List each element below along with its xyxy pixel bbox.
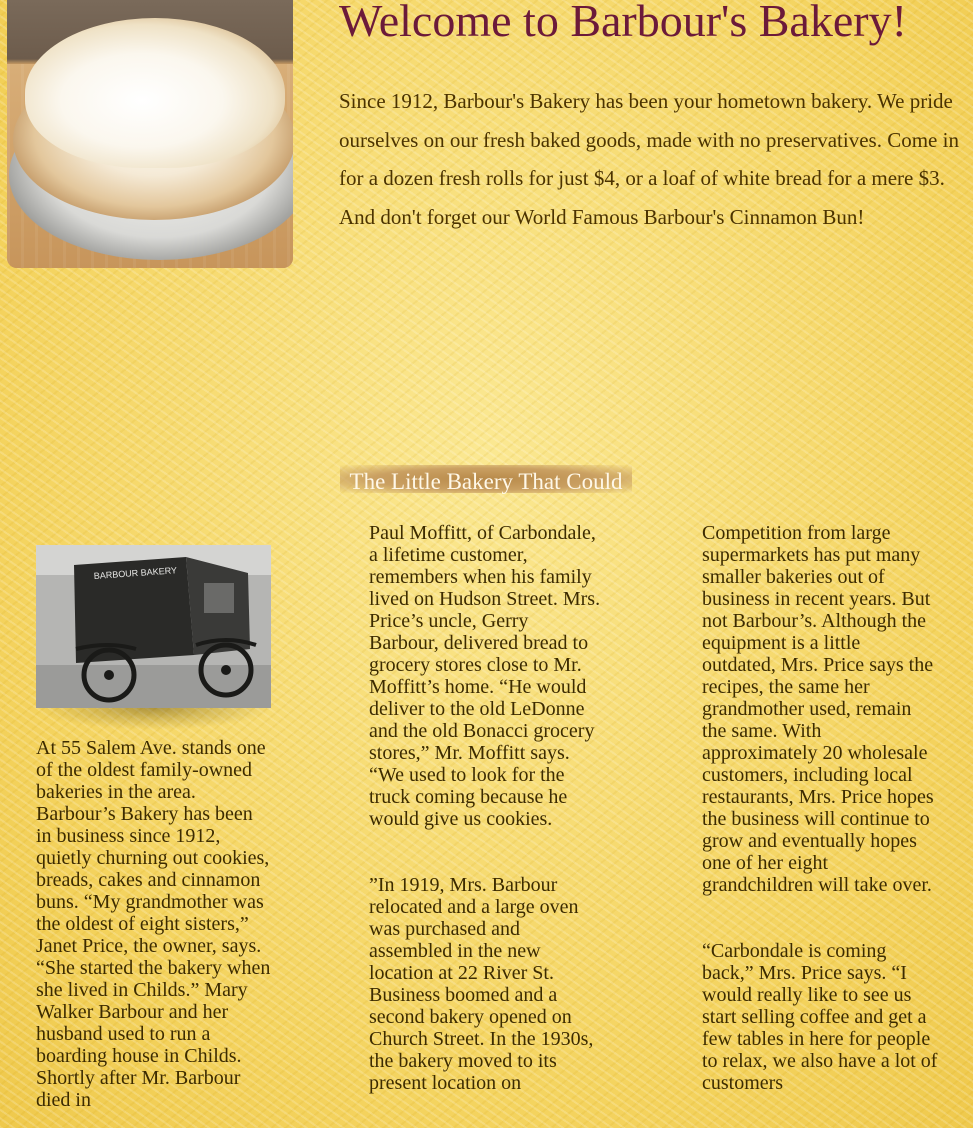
truck-illustration <box>36 545 271 708</box>
page-title: Welcome to Barbour's Bakery! <box>339 0 907 46</box>
middle-paragraph-2: ”In 1919, Mrs. Barbour relocated and a large oven was purchased and assembled in the new location at 22 River St. Business boomed and a second bakery opened on Church Street. In the 1930s, the bakery moved to its present location on <box>369 874 594 1094</box>
truck-window <box>204 583 234 613</box>
truck-image-shadow <box>36 708 271 730</box>
truck-sign: BARBOUR BAKERY <box>93 565 178 581</box>
intro-paragraph: Since 1912, Barbour's Bakery has been your hometown bakery. We pride ourselves on our fresh baked goods, made with no preservatives. Come in for a dozen fresh rolls for just $4, or a loaf of white bread for a mere $3. And don't forget our World Famous Barbour's Cinnamon Bun! <box>339 89 959 229</box>
middle-column <box>369 522 601 1094</box>
right-paragraph-2: “Carbondale is coming back,” Mrs. Price says. “I would really like to see us start selling coffee and get a few tables in here for people to relax, we also have a lot of customers <box>702 940 938 1094</box>
right-paragraph-1: Competition from large supermarkets has put many smaller bakeries out of business in recent years. But not Barbour’s. Although the equipment is a little outdated, Mrs. Price says the recipes, the same her grandmother used, remain the same. With approximately 20 wholesale customers, including local restaurants, Mrs. Price hopes the business will continue to grow and eventually hopes one of her eight grandchildren will take over. <box>702 522 934 896</box>
section-title-banner <box>340 465 632 493</box>
right-column <box>702 522 938 1094</box>
section-title: The Little Bakery That Could <box>349 469 623 494</box>
bakery-truck-image <box>36 545 271 708</box>
pie-meringue <box>25 18 285 168</box>
left-column <box>36 737 272 1111</box>
left-paragraph: At 55 Salem Ave. stands one of the oldest family-owned bakeries in the area. Barbour’s Bakery has been in business since 1912, quietly churning out cookies, breads, cakes and cinnamon buns. “My grandmother was the oldest of eight sisters,” Janet Price, the owner, says. “She started the bakery when she lived in Childs.” Mary Walker Barbour and her husband used to run a boarding house in Childs. Shortly after Mr. Barbour died in <box>36 737 271 1111</box>
pie-image <box>7 0 293 268</box>
middle-paragraph-1: Paul Moffitt, of Carbondale, a lifetime customer, remembers when his family lived on Hudson Street. Mrs. Price’s uncle, Gerry Barbour, delivered bread to grocery stores close to Mr. Moffitt’s home. “He would deliver to the old LeDonne and the old Bonacci grocery stores,” Mr. Moffitt says. “We used to look for the truck coming because he would give us cookies. <box>369 522 601 830</box>
